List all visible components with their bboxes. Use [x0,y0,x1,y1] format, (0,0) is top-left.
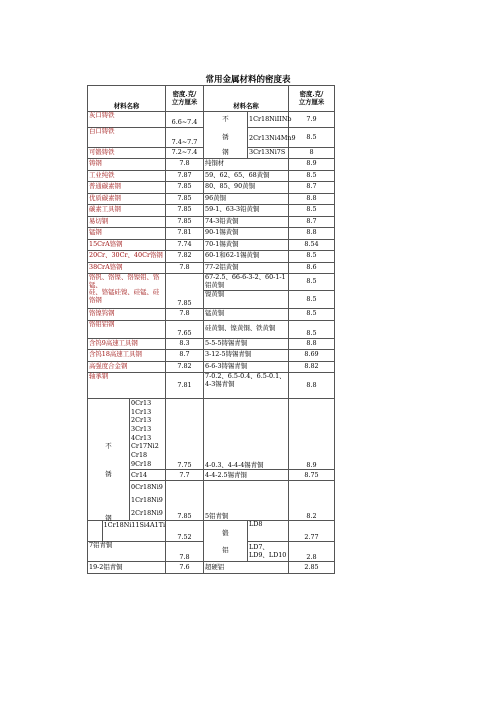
left-density: 7.85 [166,274,204,309]
stainless-grade: 1Cr18Ni9 [131,495,163,504]
right-density: 8.82 [289,361,335,373]
grades-a-right-density: 8.9 [289,399,335,470]
right-density: 8.5 [289,291,335,309]
forged-al-group-char-1: 锻 [222,528,229,537]
table-row [88,159,335,171]
header-density [166,86,204,112]
stainless-grade: 9Cr18 [131,459,152,468]
stainless-group-char-3: 钢 [105,514,112,522]
header-material-name: 材料名称 [88,86,166,112]
left-density: 8.7 [166,350,204,362]
left-name: 铬镍钨钢 [88,309,166,321]
last-grade-cell [88,521,166,542]
cr14-right: 4-4-2.5锡青铜 [204,470,289,481]
left-density: 7.85 [166,205,204,217]
left-density: 7.81 [166,228,204,240]
left-density: 7.82 [166,251,204,263]
table-row [88,350,335,362]
left-name: 工业纯铁 [88,170,166,182]
left-density: 8.3 [166,338,204,350]
ld7-density: 2.8 [289,542,335,562]
right-density: 8 [289,148,335,159]
table-row [88,228,335,240]
ld7-name: LD7、LD9、LD10 [248,542,289,562]
stainless-grade: Cr14 [130,469,165,480]
table-row [88,373,335,399]
left-name: 含钨9高速工具钢 [88,338,166,350]
right-name: 60-1和62-1锡黄铜 [204,251,289,263]
table-row [88,148,335,159]
tail-row1-left: 7铝青铜 [88,542,166,562]
stainless-group-label [88,399,130,520]
table-row [88,128,335,148]
right-name: 74-3铅黄铜 [204,216,289,228]
right-name: 77-2铝黄铜 [204,262,289,274]
stainless-grade: 1Cr13 [131,407,152,416]
left-density: 7.8 [166,262,204,274]
left-name: 优质碳素钢 [88,193,166,205]
stainless-grade: Cr17Ni2 [131,442,159,451]
table-row [88,193,335,205]
table-row [88,562,335,574]
right-name: 3Cr13Ni7S [248,148,289,159]
tail-row1-density: 7.8 [166,542,204,562]
table-row [88,239,335,251]
density-table [87,85,335,574]
left-density: 7.87 [166,170,204,182]
table-row [88,205,335,217]
right-density: 8.5 [289,251,335,263]
tail-row2-right-density: 2.85 [289,562,335,574]
tail-row2-density: 7.6 [166,562,204,574]
cr14-density: 7.7 [166,470,204,481]
left-name: 锰钢 [88,228,166,240]
right-density: 8.5 [289,128,335,148]
stainless-grade: 2Cr13 [131,416,152,425]
left-name: 易切钢 [88,216,166,228]
stainless-group-char-1: 不 [105,442,112,450]
right-name: 6-6-3铸锡青铜 [204,361,289,373]
forged-al-group-char-2: 铝 [222,546,229,555]
stainless-grade: 4Cr13 [131,433,152,442]
table-row [88,309,335,321]
tail-row2-right: 超硬铝 [204,562,289,574]
right-density: 8.69 [289,350,335,362]
left-density: 7.2~7.4 [166,148,204,159]
left-name: 38CrA铬钢 [88,262,166,274]
grades-a-right: 4-0.3、4-4-4锡青铜 [204,399,289,470]
right-name: 纯铜材 [204,159,289,171]
left-density: 7.74 [166,239,204,251]
right-name: 1Cr18NiIINb [248,112,289,128]
right-density: 8.7 [289,216,335,228]
stainless-grades [130,399,165,520]
left-name-line2: 硅、铬锰硅镍、硅锰、硅铬钢 [89,288,160,304]
last-grade-name: 1Cr18Ni11Si4A1Ti [103,521,165,530]
table-row [88,274,335,291]
table-row [88,216,335,228]
left-name: 高强度合金钢 [88,361,166,373]
right-name: 硅黄铜、镍黄铜、铁黄铜 [204,320,289,338]
right-density: 8.9 [289,159,335,171]
left-density: 7.85 [166,216,204,228]
stainless-grade: Cr18 [131,451,148,460]
right-name: 90-1锡黄铜 [204,228,289,240]
left-name: 可锻铸铁 [88,148,166,159]
table-row [88,521,335,542]
header-density-line2: 立方厘米 [171,97,198,106]
table-row [88,262,335,274]
right-name: 96黄铜 [204,193,289,205]
cr14-right-density: 8.75 [289,470,335,481]
left-density: 7.8 [166,159,204,171]
last-grade-density: 7.52 [166,521,204,542]
ld8-name: LD8 [248,521,289,542]
stainless-group-char-2: 锈 [105,470,112,478]
grades-b-right: 5铝青铜 [204,481,289,521]
header-density-line1: 密度.克/ [172,89,197,98]
left-name: 20Cr、30Cr、40Cr铬钢 [88,251,166,263]
left-name: 含钨18高速工具钢 [88,350,166,362]
stainless-grade: 2Cr18Ni9 [131,509,163,518]
table-row [88,170,335,182]
left-name: 轴承钢 [88,373,166,399]
left-name: 铬钼铝钢 [88,320,166,338]
left-name: 灰口铸铁 [88,112,166,128]
stainless-group-cell [88,399,166,521]
header-density-right [289,86,335,112]
table-row [88,112,335,128]
right-density: 8.6 [289,262,335,274]
left-density: 7.82 [166,361,204,373]
left-name: 普通碳素钢 [88,182,166,194]
right-density: 8.54 [289,239,335,251]
right-name: 80、85、90黄铜 [204,182,289,194]
right-name: 70-1锡黄铜 [204,239,289,251]
right-density: 7.9 [289,112,335,128]
left-name: 15CrA铬钢 [88,239,166,251]
grades-b-density: 7.85 [166,481,204,521]
left-name-block [88,274,166,309]
right-name: 59、62、65、68黄铜 [204,170,289,182]
right-name: 镍黄铜 [204,291,289,309]
header-density-right-line2: 立方厘米 [298,97,325,106]
right-name: 2Cr13Ni4Mn9 [248,128,289,148]
left-name: 白口铸铁 [88,128,166,148]
table-row [88,361,335,373]
left-density: 7.81 [166,373,204,399]
table-row [88,320,335,338]
right-density: 8.5 [289,170,335,182]
stainless-grade: 0Cr13 [131,399,152,407]
table-row [88,399,335,470]
left-name-line1: 铬钒、铬镍、铬镍钼、铬锰、 [89,273,160,289]
left-density: 7.8 [166,309,204,321]
right-density: 8.8 [289,193,335,205]
right-name: 7-0.2、6.5-0.4、6.5-0.1、4-3锡青铜 [204,373,289,399]
right-density: 8.5 [289,309,335,321]
right-density: 8.5 [289,205,335,217]
header-material-name-right: 材料名称 [204,86,289,112]
right-density: 8.5 [289,274,335,291]
ld8-density: 2.77 [289,521,335,542]
left-density: 6.6~7.4 [166,112,204,128]
tail-row2-left: 19-2铝青铜 [88,562,166,574]
table-header-row [88,86,335,112]
right-density: 8.7 [289,182,335,194]
right-name: 67-2.5、66-6-3-2、60-1-1铝黄铜 [204,274,289,291]
table-row [88,182,335,194]
right-name: 锰黄铜 [204,309,289,321]
header-density-right-line1: 密度.克/ [299,89,324,98]
table-row [88,251,335,263]
grades-b-right-density: 8.2 [289,481,335,521]
left-name: 碳素工具钢 [88,205,166,217]
left-density: 7.85 [166,182,204,194]
right-group: 不 [204,112,248,128]
left-name: 铸钢 [88,159,166,171]
left-density: 7.85 [166,193,204,205]
grades-a-density: 7.75 [166,399,204,470]
right-density: 8.8 [289,338,335,350]
forged-al-group [204,521,248,562]
table-row [88,338,335,350]
left-density: 7.4~7.7 [166,128,204,148]
right-name: 59-1、63-3铅黄铜 [204,205,289,217]
right-density: 8.8 [289,228,335,240]
right-density: 8.5 [289,320,335,338]
right-group: 钢 [204,148,248,159]
right-name: 5-5-5铸锡青铜 [204,338,289,350]
left-density: 7.65 [166,320,204,338]
right-density: 8.8 [289,373,335,399]
stainless-grade: 0Cr18Ni9 [130,480,165,494]
right-name: 3-12-5铸锡青铜 [204,350,289,362]
page-title: 常用金属材料的密度表 [205,75,291,85]
stainless-grade: 3Cr13 [131,425,152,434]
right-group: 锈 [204,128,248,148]
